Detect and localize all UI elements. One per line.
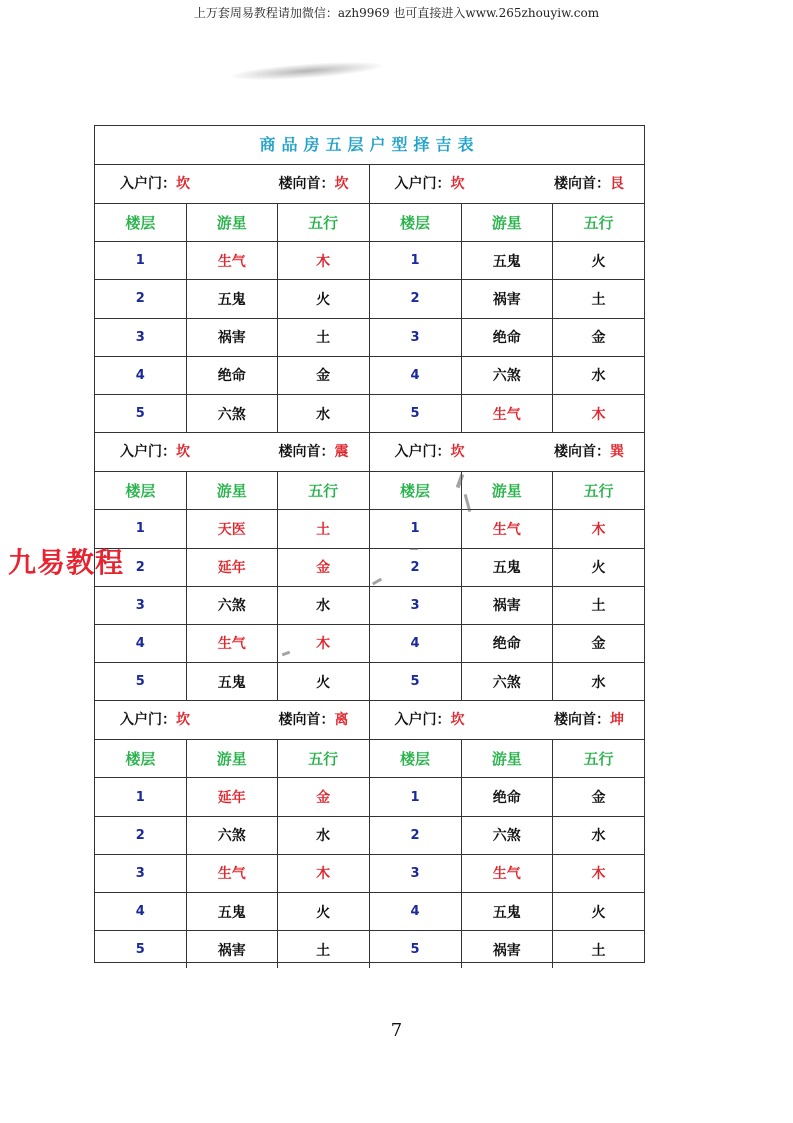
facing-label: 楼向首：	[278, 176, 335, 192]
table-row	[370, 778, 645, 816]
table-row	[370, 510, 645, 548]
door-label: 入户门：	[394, 176, 451, 192]
element-cell: 土	[316, 942, 331, 959]
door-label: 入户门：	[120, 712, 176, 729]
table-row	[370, 318, 645, 356]
column-header: 五行	[553, 472, 645, 510]
facing-value: 坎	[334, 176, 349, 192]
header-row	[370, 740, 645, 778]
element-cell: 木	[277, 242, 368, 280]
element-cell: 水	[277, 394, 368, 432]
floor-cell: 1	[370, 778, 462, 816]
table-half-right	[370, 165, 645, 433]
header-note: 上万套周易教程请加微信：azh9969 也可直接进入www.265zhouyiw.com	[193, 6, 600, 20]
header-row	[95, 204, 369, 242]
table-row	[95, 816, 369, 854]
element-cell: 木	[553, 510, 645, 548]
door-value: 坎	[176, 712, 190, 729]
facing-label: 楼向首：	[554, 712, 610, 729]
floor-table	[370, 740, 645, 968]
floor-cell: 4	[95, 356, 186, 394]
table-row	[95, 931, 369, 969]
element-cell: 金	[553, 778, 645, 816]
column-header: 楼层	[95, 204, 186, 242]
floor-cell: 2	[95, 548, 186, 586]
star-cell: 六煞	[186, 816, 277, 854]
star-cell: 绝命	[461, 624, 553, 662]
element-cell: 火	[553, 548, 645, 586]
column-header: 五行	[277, 472, 368, 510]
floor-cell: 2	[370, 280, 462, 318]
facing-info	[279, 433, 349, 471]
table-row	[370, 663, 645, 701]
floor-cell: 5	[95, 394, 186, 432]
table-row	[95, 510, 369, 548]
header-row	[370, 472, 645, 510]
table-title: 商品房五层户型择吉表	[95, 126, 644, 165]
star-cell: 天医	[186, 510, 277, 548]
floor-cell: 3	[95, 854, 186, 892]
column-header: 楼层	[370, 740, 462, 778]
facing-label: 楼向首：	[554, 176, 610, 192]
column-header: 楼层	[370, 472, 462, 510]
facing-label: 楼向首：	[554, 444, 610, 461]
table-block	[95, 701, 644, 968]
facing-value: 离	[334, 712, 349, 729]
column-header: 五行	[553, 740, 645, 778]
entry-row	[370, 433, 645, 472]
column-header: 游星	[461, 204, 553, 242]
facing-value: 艮	[610, 176, 624, 192]
table-block	[95, 433, 644, 701]
entry-row	[95, 701, 369, 740]
table-row	[370, 893, 645, 931]
table-row	[95, 854, 369, 892]
table-half-right	[370, 433, 645, 701]
table-block	[95, 165, 644, 433]
door-info	[395, 433, 465, 471]
star-cell: 六煞	[186, 586, 277, 624]
table-half-left	[95, 433, 370, 701]
table-row	[95, 356, 369, 394]
element-cell: 火	[277, 280, 368, 318]
element-cell: 土	[553, 280, 645, 318]
star-cell: 五鬼	[461, 548, 553, 586]
house-table	[94, 125, 645, 963]
facing-label: 楼向首：	[278, 444, 335, 461]
element-cell: 土	[553, 586, 645, 624]
element-cell: 金	[277, 356, 368, 394]
column-header: 五行	[553, 204, 645, 242]
entry-row	[370, 165, 645, 204]
element-cell: 金	[553, 318, 645, 356]
floor-cell: 5	[370, 931, 462, 969]
table-row	[95, 548, 369, 586]
table-row	[95, 624, 369, 662]
door-info	[120, 433, 190, 471]
floor-cell: 5	[95, 663, 186, 701]
star-cell: 绝命	[461, 778, 553, 816]
facing-label: 楼向首：	[278, 712, 335, 729]
table-row	[370, 624, 645, 662]
floor-cell: 1	[95, 242, 186, 280]
element-cell: 水	[553, 356, 645, 394]
table-row	[370, 242, 645, 280]
door-label: 入户门：	[394, 712, 451, 729]
star-cell: 五鬼	[186, 280, 277, 318]
table-row	[95, 663, 369, 701]
column-header: 游星	[186, 740, 277, 778]
table-half-left	[95, 165, 370, 433]
element-cell: 木	[553, 854, 645, 892]
table-blocks	[95, 165, 644, 968]
door-label: 入户门：	[394, 444, 451, 461]
door-value: 坎	[450, 712, 465, 729]
star-cell: 生气	[186, 854, 277, 892]
star-cell: 五鬼	[186, 663, 277, 701]
floor-cell: 5	[95, 931, 186, 969]
header-row	[95, 740, 369, 778]
element-cell: 木	[553, 394, 645, 432]
column-header: 楼层	[95, 740, 186, 778]
table-row	[95, 893, 369, 931]
floor-cell: 2	[370, 548, 462, 586]
star-cell: 生气	[461, 394, 553, 432]
floor-cell: 4	[370, 624, 462, 662]
element-cell: 土	[277, 318, 368, 356]
table-row	[95, 394, 369, 432]
floor-cell: 4	[95, 893, 186, 931]
column-header: 游星	[461, 472, 553, 510]
element-cell: 金	[277, 548, 368, 586]
floor-cell: 3	[370, 318, 462, 356]
star-cell: 生气	[461, 510, 553, 548]
star-cell: 生气	[461, 854, 553, 892]
floor-cell: 1	[95, 510, 186, 548]
table-row	[370, 586, 645, 624]
floor-cell: 2	[95, 816, 186, 854]
star-cell: 祸害	[186, 318, 277, 356]
star-cell: 五鬼	[461, 893, 553, 931]
door-value: 坎	[450, 176, 465, 192]
element-cell: 金	[277, 778, 368, 816]
element-cell: 金	[553, 624, 645, 662]
table-row	[370, 280, 645, 318]
column-header: 五行	[277, 740, 368, 778]
floor-cell: 4	[370, 356, 462, 394]
element-cell: 水	[277, 816, 368, 854]
star-cell: 生气	[186, 242, 277, 280]
star-cell: 祸害	[461, 280, 553, 318]
floor-cell: 3	[95, 586, 186, 624]
table-half-right	[370, 701, 645, 968]
floor-cell: 1	[370, 242, 462, 280]
table-row	[370, 356, 645, 394]
floor-table	[95, 204, 369, 433]
floor-cell: 4	[95, 624, 186, 662]
door-info	[395, 165, 465, 203]
column-header: 游星	[186, 472, 277, 510]
table-row	[95, 318, 369, 356]
facing-info	[554, 433, 624, 471]
facing-info	[554, 701, 624, 739]
star-cell: 绝命	[461, 318, 553, 356]
element-cell: 火	[277, 663, 368, 701]
facing-info	[279, 165, 349, 203]
column-header: 五行	[277, 204, 368, 242]
entry-row	[370, 701, 645, 740]
floor-cell: 2	[95, 280, 186, 318]
floor-cell: 3	[370, 586, 462, 624]
floor-cell: 3	[370, 854, 462, 892]
floor-cell: 5	[370, 394, 462, 432]
door-value: 坎	[176, 444, 190, 461]
element-cell: 火	[277, 893, 368, 931]
column-header: 游星	[186, 204, 277, 242]
star-cell: 六煞	[461, 816, 553, 854]
floor-cell: 4	[370, 893, 462, 931]
door-info	[120, 165, 190, 203]
door-label: 入户门：	[120, 176, 176, 192]
entry-row	[95, 165, 369, 204]
scan-smudge	[232, 59, 383, 83]
table-half-left	[95, 701, 370, 968]
scan-artifact	[410, 548, 418, 550]
star-cell: 绝命	[186, 356, 277, 394]
floor-cell: 2	[370, 816, 462, 854]
page-number: 7	[390, 1020, 403, 1041]
floor-table	[370, 204, 645, 433]
star-cell: 延年	[186, 548, 277, 586]
header-row	[370, 204, 645, 242]
watermark-text: 九易教程	[8, 546, 125, 579]
door-value: 坎	[176, 176, 190, 192]
header-row	[95, 472, 369, 510]
floor-cell: 5	[370, 663, 462, 701]
entry-row	[95, 433, 369, 472]
door-label: 入户门：	[120, 444, 176, 461]
star-cell: 祸害	[186, 931, 277, 969]
table-row	[370, 931, 645, 969]
table-row	[370, 854, 645, 892]
element-cell: 土	[277, 510, 368, 548]
table-row	[370, 548, 645, 586]
door-value: 坎	[450, 444, 465, 461]
element-cell: 水	[277, 586, 368, 624]
element-cell: 木	[277, 854, 368, 892]
facing-value: 巽	[610, 444, 624, 461]
floor-cell: 1	[95, 778, 186, 816]
floor-cell: 1	[370, 510, 462, 548]
table-row	[95, 778, 369, 816]
star-cell: 生气	[186, 624, 277, 662]
table-row	[95, 242, 369, 280]
element-cell: 火	[553, 893, 645, 931]
star-cell: 六煞	[461, 663, 553, 701]
element-cell: 水	[553, 663, 645, 701]
table-row	[95, 586, 369, 624]
star-cell: 五鬼	[461, 242, 553, 280]
table-row	[370, 394, 645, 432]
facing-info	[279, 701, 349, 739]
door-info	[120, 701, 190, 739]
column-header: 游星	[461, 740, 553, 778]
star-cell: 祸害	[461, 586, 553, 624]
element-cell: 木	[277, 624, 368, 662]
table-row	[95, 280, 369, 318]
floor-table	[370, 472, 645, 701]
floor-table	[95, 472, 369, 701]
element-cell: 土	[591, 942, 606, 959]
star-cell: 延年	[186, 778, 277, 816]
facing-value: 坤	[610, 712, 624, 729]
element-cell: 水	[553, 816, 645, 854]
facing-info	[554, 165, 624, 203]
star-cell: 六煞	[461, 356, 553, 394]
star-cell: 五鬼	[186, 893, 277, 931]
star-cell: 祸害	[461, 931, 553, 969]
floor-table	[95, 740, 369, 968]
door-info	[395, 701, 465, 739]
facing-value: 震	[334, 444, 349, 461]
floor-cell: 3	[95, 318, 186, 356]
column-header: 楼层	[370, 204, 462, 242]
element-cell: 火	[553, 242, 645, 280]
star-cell: 六煞	[186, 394, 277, 432]
column-header: 楼层	[95, 472, 186, 510]
table-row	[370, 816, 645, 854]
